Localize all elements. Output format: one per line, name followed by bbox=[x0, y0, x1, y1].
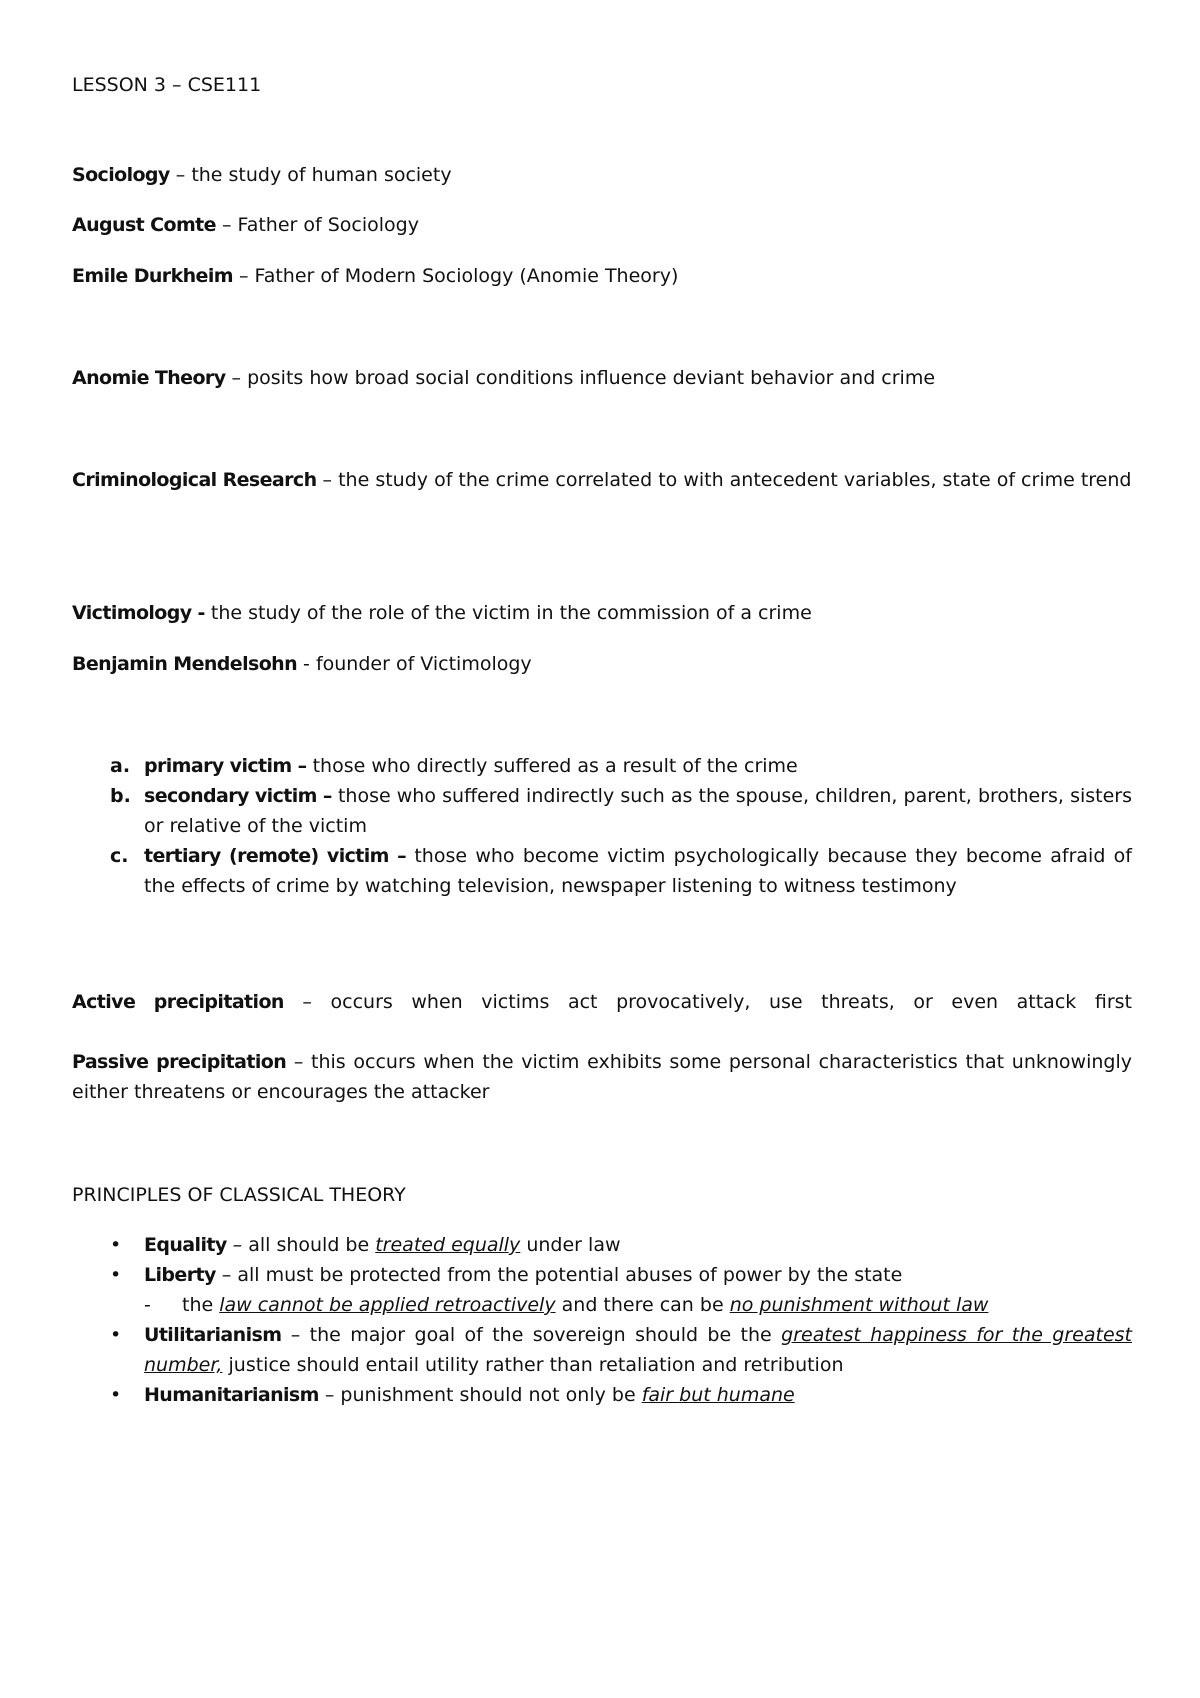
list-item-utilitarianism bbox=[72, 1320, 1132, 1380]
definition-separator: – bbox=[225, 367, 248, 389]
list-marker: b. bbox=[110, 785, 131, 807]
definition-text: this occurs when the victim exhibits some personal characteristics that unknowingly either threatens or encourages the attacker bbox=[72, 1051, 1132, 1103]
principle-text: the bbox=[182, 1294, 220, 1316]
list-item-secondary-victim bbox=[72, 781, 1132, 841]
victim-type-definition: those who directly suffered as a result of the crime bbox=[306, 755, 798, 777]
list-item-liberty-sub bbox=[72, 1290, 1132, 1320]
principle-emphasis: law cannot be applied retroactively bbox=[219, 1294, 556, 1316]
bullet-icon: • bbox=[110, 1324, 122, 1346]
definition-term: Benjamin Mendelsohn bbox=[72, 653, 298, 675]
definition-text: posits how broad social conditions influence deviant behavior and crime bbox=[247, 367, 936, 389]
definition-separator: - bbox=[297, 653, 316, 675]
definition-term: Active precipitation bbox=[72, 991, 284, 1013]
definition-term: Emile Durkheim bbox=[72, 265, 233, 287]
lesson-title-text: LESSON 3 – CSE111 bbox=[72, 74, 262, 96]
definition-durkheim bbox=[72, 261, 1132, 291]
principle-term: Liberty bbox=[144, 1264, 216, 1286]
principle-term: Utilitarianism bbox=[144, 1324, 282, 1346]
principles-list bbox=[72, 1230, 1132, 1410]
victim-type-term: primary victim – bbox=[144, 755, 307, 777]
list-marker: c. bbox=[110, 845, 129, 867]
definition-term: Victimology - bbox=[72, 602, 205, 624]
principle-text: and there can be bbox=[555, 1294, 730, 1316]
definition-separator: – bbox=[169, 164, 192, 186]
principle-text: – the major goal of the sovereign should be the bbox=[281, 1324, 782, 1346]
dash-marker: - bbox=[144, 1294, 151, 1316]
definition-victimology bbox=[72, 598, 1132, 628]
definition-passive-precipitation bbox=[72, 1047, 1132, 1107]
victim-types-list bbox=[72, 751, 1132, 901]
principles-heading bbox=[72, 1180, 1132, 1210]
list-marker: a. bbox=[110, 755, 131, 777]
bullet-icon: • bbox=[110, 1384, 122, 1406]
definition-separator: – bbox=[232, 265, 255, 287]
bullet-icon: • bbox=[110, 1264, 122, 1286]
definition-separator: – bbox=[215, 214, 238, 236]
definition-sociology bbox=[72, 160, 1132, 190]
definition-mendelsohn bbox=[72, 649, 1132, 679]
principle-text: under law bbox=[520, 1234, 621, 1256]
definition-term: Anomie Theory bbox=[72, 367, 226, 389]
definition-term: Passive precipitation bbox=[72, 1051, 287, 1073]
definition-term: Sociology bbox=[72, 164, 170, 186]
definition-separator: – bbox=[283, 991, 331, 1013]
principle-text: – all should be bbox=[226, 1234, 376, 1256]
list-item-primary-victim bbox=[72, 751, 1132, 781]
definition-text: founder of Victimology bbox=[315, 653, 532, 675]
definition-anomie bbox=[72, 363, 1132, 393]
definition-text: the study of the crime correlated to with antecedent variables, state of crime trend bbox=[338, 469, 1132, 491]
definition-term: Criminological Research bbox=[72, 469, 317, 491]
definition-text: Father of Modern Sociology (Anomie Theory) bbox=[254, 265, 679, 287]
list-item-liberty bbox=[72, 1260, 1132, 1290]
victim-type-term: tertiary (remote) victim – bbox=[144, 845, 407, 867]
definition-text: the study of human society bbox=[191, 164, 452, 186]
victim-type-definition: those who suffered indirectly such as the spouse, children, parent, brothers, sisters or relative of the victim bbox=[144, 785, 1132, 837]
principle-emphasis: fair but humane bbox=[641, 1384, 795, 1406]
definition-separator: – bbox=[316, 469, 339, 491]
list-item-equality bbox=[72, 1230, 1132, 1260]
principle-term: Equality bbox=[144, 1234, 227, 1256]
principle-text: justice should entail utility rather than retaliation and retribution bbox=[222, 1354, 844, 1376]
principle-text: – all must be protected from the potential abuses of power by the state bbox=[215, 1264, 903, 1286]
definition-term: August Comte bbox=[72, 214, 216, 236]
principle-text: – punishment should not only be bbox=[318, 1384, 642, 1406]
section-heading-text: PRINCIPLES OF CLASSICAL THEORY bbox=[72, 1184, 406, 1206]
principle-emphasis: greatest happiness for the greatest number, bbox=[144, 1324, 1132, 1376]
lesson-title bbox=[72, 70, 1132, 100]
principle-emphasis: treated equally bbox=[375, 1234, 521, 1256]
definition-criminological-research bbox=[72, 465, 1132, 495]
definition-separator: – bbox=[286, 1051, 312, 1073]
list-item-humanitarianism bbox=[72, 1380, 1132, 1410]
definition-text: the study of the role of the victim in the commission of a crime bbox=[210, 602, 812, 624]
victim-type-term: secondary victim – bbox=[144, 785, 332, 807]
list-item-tertiary-victim bbox=[72, 841, 1132, 901]
principle-term: Humanitarianism bbox=[144, 1384, 319, 1406]
definition-text: occurs when victims act provocatively, use threats, or even attack first bbox=[330, 991, 1132, 1013]
bullet-icon: • bbox=[110, 1234, 122, 1256]
definition-comte bbox=[72, 210, 1132, 240]
definition-text: Father of Sociology bbox=[237, 214, 419, 236]
principle-emphasis: no punishment without law bbox=[729, 1294, 989, 1316]
victim-type-definition: those who become victim psychologically because they become afraid of the effects of crime by watching television, newspaper listening to witness testimony bbox=[144, 845, 1132, 897]
definition-active-precipitation bbox=[72, 987, 1132, 1017]
